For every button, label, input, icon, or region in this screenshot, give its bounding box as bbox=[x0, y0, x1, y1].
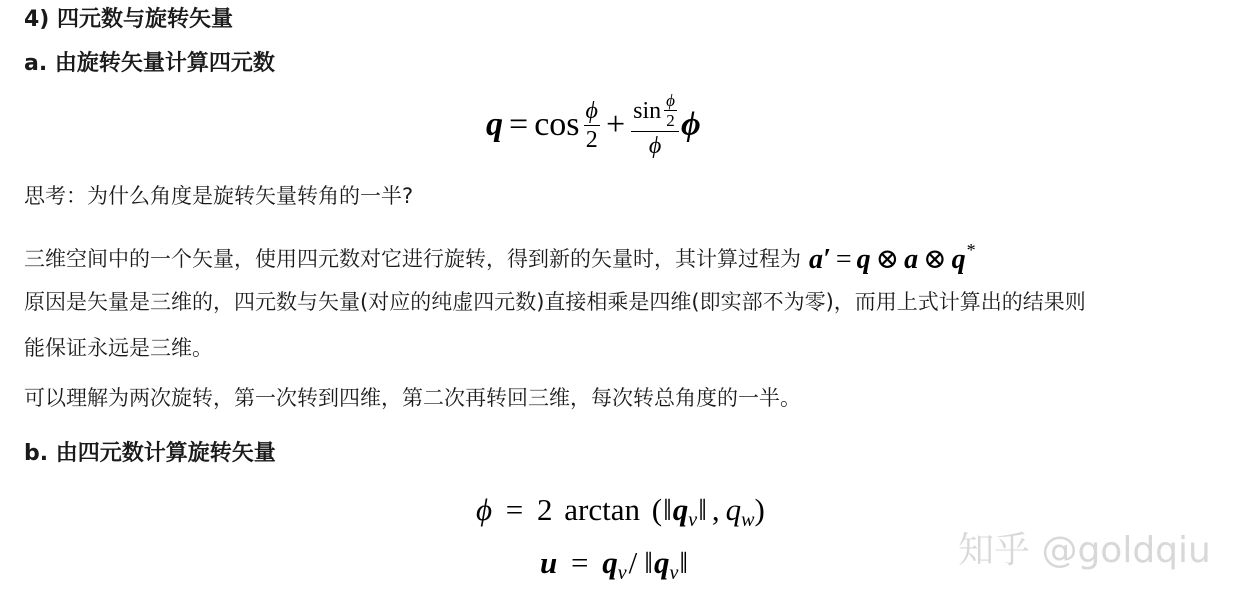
eq1-plus: + bbox=[605, 106, 626, 143]
eq2-two: 2 bbox=[537, 492, 553, 527]
think-question: 思考：为什么角度是旋转矢量转角的一半? bbox=[24, 184, 414, 208]
eq1-cos-frac-den: 2 bbox=[585, 126, 598, 153]
eq1-equals: = bbox=[509, 106, 529, 143]
rotation-process-paragraph bbox=[24, 234, 976, 273]
subsection-a-heading: a. 由旋转矢量计算四元数 bbox=[24, 51, 275, 76]
rotation-formula-q: q bbox=[856, 244, 871, 275]
otimes-symbol-2: ⊗ bbox=[923, 244, 947, 275]
a-prime: a′ bbox=[809, 244, 831, 275]
conjugate-star: * bbox=[966, 240, 976, 260]
zhihu-watermark: 知乎 @goldqiu bbox=[958, 530, 1211, 571]
angle-from-quaternion-equation bbox=[476, 492, 765, 532]
eq2-qw: q bbox=[725, 492, 742, 527]
eq2-comma: , bbox=[711, 492, 720, 527]
eq2-v-sub: v bbox=[688, 509, 698, 531]
subsection-b-heading: b. 由四元数计算旋转矢量 bbox=[24, 441, 276, 466]
eq3-v-sub: v bbox=[617, 562, 627, 584]
eq3-u: u bbox=[540, 545, 558, 580]
rotation-formula-a: a bbox=[904, 244, 919, 275]
eq1-sin: sin bbox=[633, 97, 662, 124]
eq1-cos-frac-num: ϕ bbox=[585, 97, 598, 124]
eq3-equals: = bbox=[571, 545, 589, 580]
eq3-v2-sub: v bbox=[669, 562, 679, 584]
otimes-symbol: ⊗ bbox=[875, 244, 900, 275]
eq2-lparen: ( bbox=[651, 492, 663, 527]
rotation-formula bbox=[809, 240, 976, 275]
eq3-norm-left: ‖ bbox=[644, 545, 653, 580]
rotation-process-text: 三维空间中的一个矢量，使用四元数对它进行旋转，得到新的矢量时，其计算过程为 bbox=[24, 247, 801, 271]
eq1-sin-inner-num: ϕ bbox=[666, 91, 675, 110]
eq1-sin-inner-fraction bbox=[664, 92, 677, 129]
eq2-arctan: arctan bbox=[564, 492, 640, 527]
eq1-cos-fraction bbox=[584, 99, 600, 152]
eq1-cos: cos bbox=[534, 106, 580, 143]
eq2-rparen: ) bbox=[754, 492, 765, 527]
eq1-rotation-vector: ϕ bbox=[680, 106, 701, 143]
axis-from-quaternion-equation bbox=[540, 545, 689, 585]
eq3-slash: / bbox=[628, 545, 638, 580]
quaternion-from-rotation-vector-equation bbox=[486, 92, 701, 158]
eq2-phi: ϕ bbox=[476, 492, 493, 527]
understanding-paragraph: 可以理解为两次旋转，第一次转到四维，第二次再转回三维，每次转总角度的一半。 bbox=[24, 386, 801, 410]
eq2-equals: = bbox=[505, 492, 524, 527]
reason-line-2: 能保证永远是三维。 bbox=[24, 336, 213, 360]
rotation-formula-q-conj: q bbox=[951, 244, 966, 275]
eq3-norm-right: ‖ bbox=[679, 545, 689, 580]
eq2-norm-right: ‖ bbox=[698, 492, 707, 527]
eq1-sin-fraction bbox=[631, 92, 679, 158]
eq3-q2: q bbox=[653, 545, 670, 580]
eq2-w-sub: w bbox=[741, 509, 755, 531]
reason-line-1: 原因是矢量是三维的，四元数与矢量(对应的纯虚四元数)直接相乘是四维(即实部不为零)，而用上式计算出的结果则 bbox=[24, 290, 1086, 314]
eq1-lhs: q bbox=[486, 106, 503, 143]
eq3-q: q bbox=[602, 545, 618, 580]
eq1-sin-inner-den: 2 bbox=[666, 111, 675, 130]
section-title: 4) 四元数与旋转矢量 bbox=[24, 7, 234, 32]
eq1-sin-frac-den: ϕ bbox=[648, 133, 662, 159]
eq2-q: q bbox=[672, 492, 689, 527]
eq2-norm-left: ‖ bbox=[663, 492, 672, 527]
rotation-formula-equals: = bbox=[835, 244, 852, 275]
